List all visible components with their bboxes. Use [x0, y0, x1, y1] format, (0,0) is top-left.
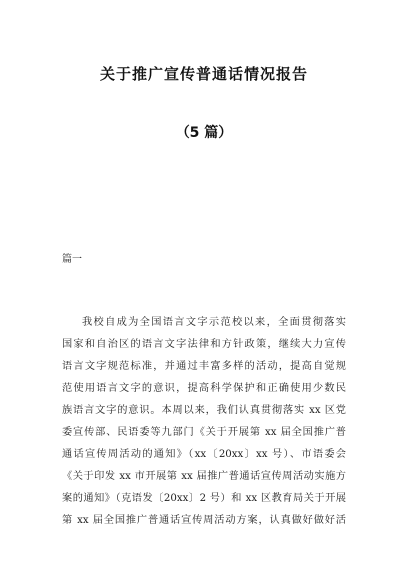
- body-line: 范使用语言文字的意识，提高科学保护和正确使用少数民: [62, 383, 346, 394]
- body-text: [62, 312, 346, 532]
- document-title: 关于推广宣传普通话情况报告: [99, 65, 308, 83]
- section-label: 篇一: [62, 254, 82, 265]
- body-line: 族语言文字的意识。本周以来，我们认真贯彻落实 xx 区党: [62, 405, 346, 416]
- body-line: 委宣传部、民语委等九部门《关于开展第 xx 届全国推广普: [62, 427, 346, 438]
- body-line: 语言文字规范标准，并通过丰富多样的活动，提高自觉规: [62, 361, 346, 372]
- body-line: 我校自成为全国语言文字示范校以来，全面贯彻落实: [82, 317, 346, 328]
- body-line: 通话宣传周活动的通知》（xx〔20xx〕xx 号）、市语委会: [62, 449, 346, 460]
- body-line: 案的通知》（克语发〔20xx〕2 号）和 xx 区教育局关于开展: [62, 493, 346, 504]
- body-line: 国家和自治区的语言文字法律和方针政策，继续大力宣传: [62, 339, 346, 350]
- body-line: 第 xx 届全国推广普通话宣传周活动方案，认真做好做好活: [62, 515, 346, 526]
- document-subtitle: （5 篇）: [175, 125, 233, 141]
- body-line: 《关于印发 xx 市开展第 xx 届推广普通话宣传周活动实施方: [62, 471, 346, 482]
